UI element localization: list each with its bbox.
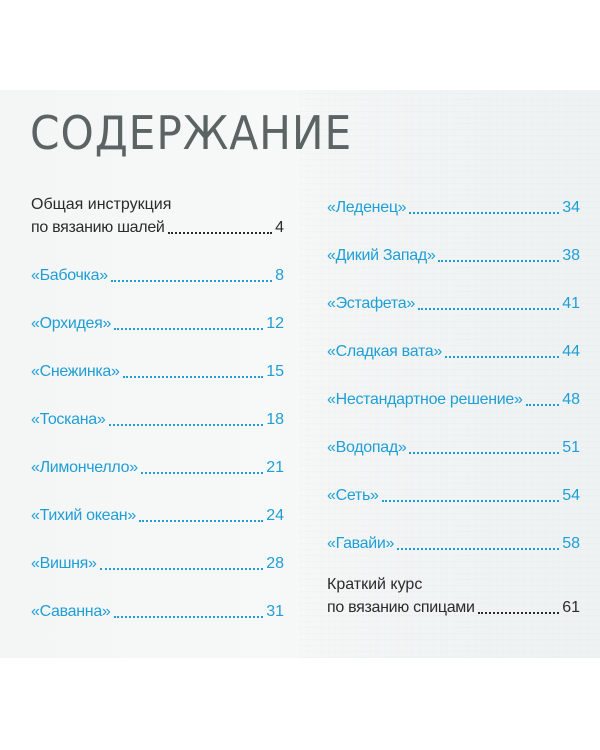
dot-leader [397,548,559,550]
dot-leader [418,308,559,310]
dot-leader [141,472,263,474]
toc-entry-outro[interactable] [327,594,580,618]
dot-leader [445,356,559,358]
toc-entry-page: 61 [562,599,580,616]
dot-leader [409,212,559,214]
toc-entry-title: «Саванна» [31,603,111,620]
toc-entry[interactable] [327,482,580,506]
toc-entry-title: «Орхидея» [31,315,112,332]
toc-entry-title: «Сеть» [327,487,379,504]
toc-entry-title: «Гавайи» [327,535,395,552]
dot-leader [139,520,263,522]
toc-entry-title: «Сладкая вата» [327,343,442,360]
toc-entry-title: по вязанию шалей [31,219,165,236]
dot-leader [109,424,264,426]
toc-entry[interactable] [31,358,284,382]
dot-leader [409,452,559,454]
dot-leader [526,404,560,406]
toc-entry-title: «Нестандартное решение» [327,391,523,408]
dot-leader [114,616,264,618]
toc-entry-page: 28 [266,555,284,572]
toc-entry[interactable] [327,194,580,218]
dot-leader [168,232,273,234]
toc-entry-page: 31 [266,603,284,620]
toc-entry-title: «Эстафета» [327,295,415,312]
dot-leader [100,568,264,570]
dot-leader [123,376,264,378]
toc-entry[interactable] [327,338,580,362]
toc-left-column [31,0,284,750]
toc-entry[interactable] [31,310,284,334]
toc-entry[interactable] [31,598,284,622]
toc-entry-page: 48 [562,391,580,408]
toc-entry[interactable] [327,434,580,458]
toc-entry-title: по вязанию спицами [327,599,475,616]
toc-intro-title-line1: Общая инструкция [31,196,172,213]
toc-entry[interactable] [31,262,284,286]
toc-entry-page: 12 [266,315,284,332]
toc-outro-title-line1: Краткий курс [327,576,423,593]
toc-entry-title: «Тихий океан» [31,507,136,524]
toc-entry[interactable] [327,242,580,266]
toc-entry-page: 41 [562,295,580,312]
dot-leader [478,612,560,614]
toc-entry-page: 44 [562,343,580,360]
toc-entry[interactable] [31,406,284,430]
toc-entry-page: 21 [266,459,284,476]
toc-entry-page: 51 [562,439,580,456]
toc-entry-page: 18 [266,411,284,428]
toc-entry-page: 15 [266,363,284,380]
toc-entry-title: «Леденец» [327,199,407,216]
toc-right-column [327,0,580,750]
dot-leader [382,500,560,502]
toc-entry-title: «Лимончелло» [31,459,138,476]
toc-entry-title: «Водопад» [327,439,407,456]
toc-entry-page: 4 [275,219,284,236]
dot-leader [111,280,272,282]
toc-entry-intro[interactable] [31,214,284,238]
toc-entry[interactable] [327,386,580,410]
page-title: СОДЕРЖАНИЕ [30,106,353,160]
toc-entry[interactable] [31,454,284,478]
toc-entry-page: 38 [562,247,580,264]
toc-entry-page: 8 [275,267,284,284]
toc-entry-title: «Бабочка» [31,267,108,284]
toc-entry-page: 58 [562,535,580,552]
toc-entry-page: 34 [562,199,580,216]
toc-entry-page: 24 [266,507,284,524]
toc-entry[interactable] [31,502,284,526]
toc-entry-title: «Снежинка» [31,363,120,380]
toc-entry[interactable] [31,550,284,574]
dot-leader [438,260,559,262]
toc-entry-page: 54 [562,487,580,504]
toc-entry-title: «Тоскана» [31,411,106,428]
toc-entry-title: «Дикий Запад» [327,247,436,264]
toc-entry-title: «Вишня» [31,555,97,572]
toc-entry[interactable] [327,290,580,314]
dot-leader [114,328,263,330]
toc-entry[interactable] [327,530,580,554]
